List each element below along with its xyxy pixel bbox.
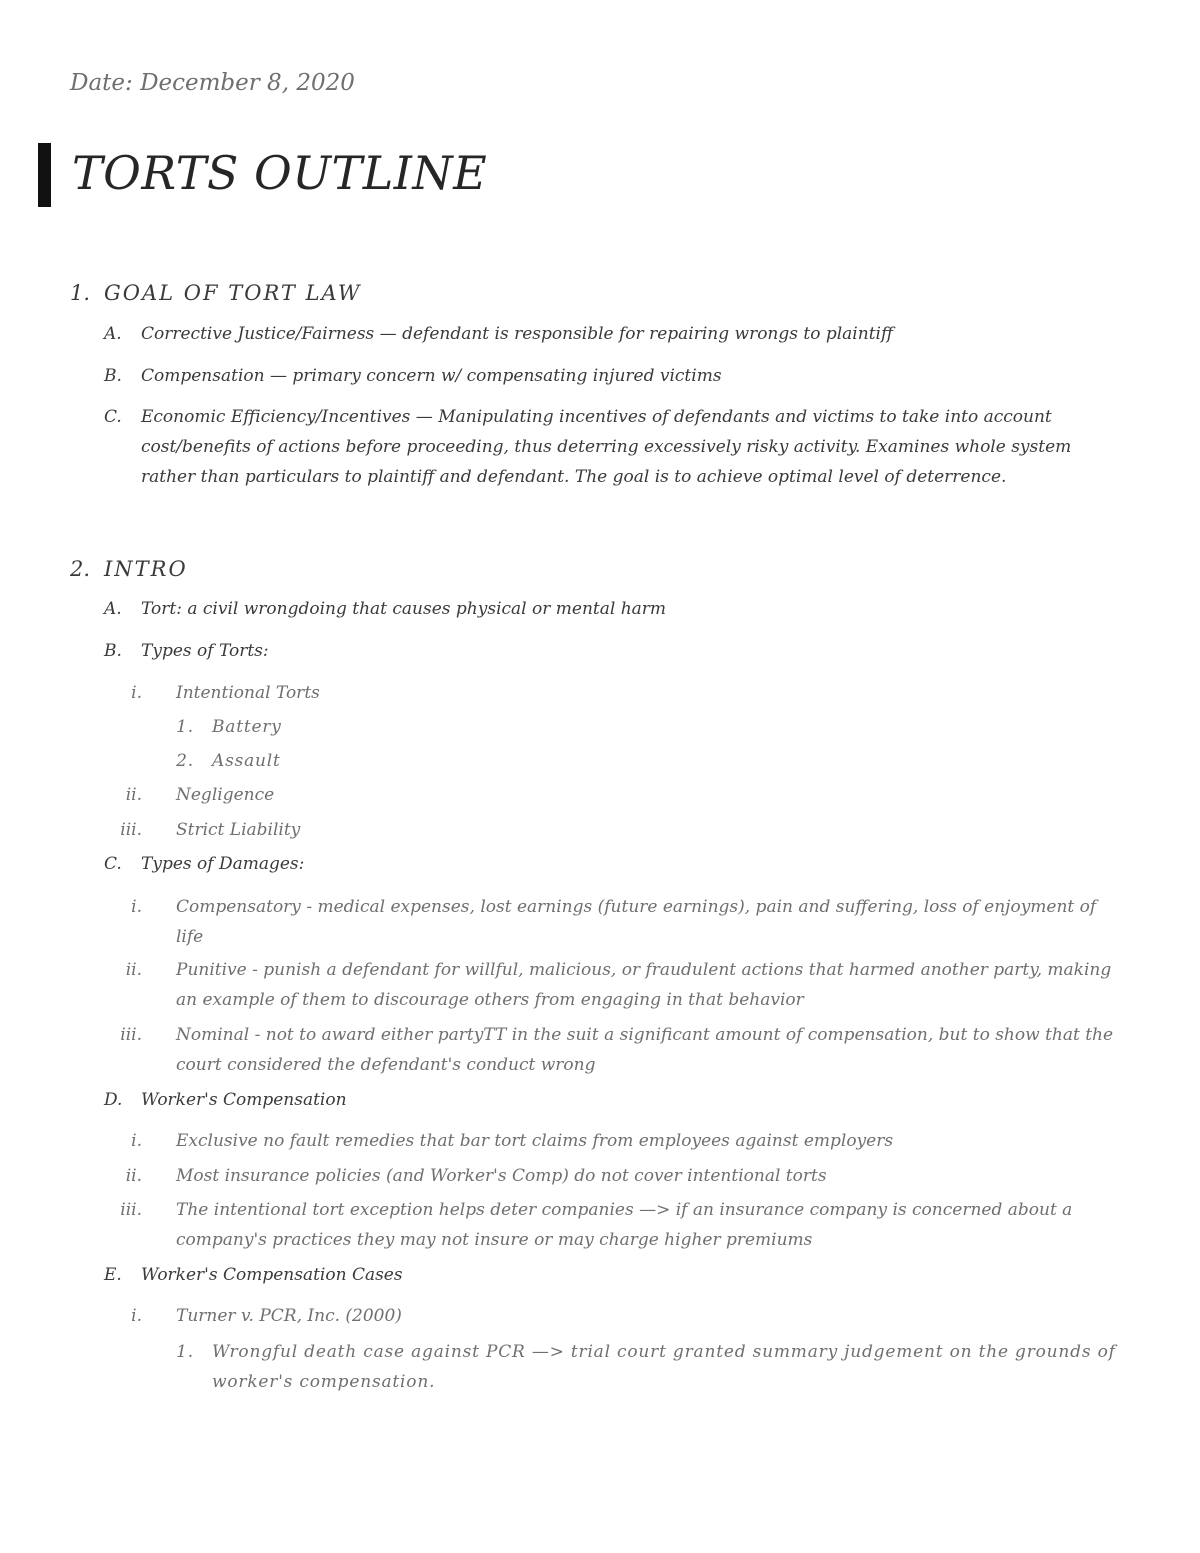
list-label: D. (104, 1090, 123, 1110)
sub-list-item (104, 892, 1124, 952)
sub-list-item (104, 1126, 1124, 1156)
sub-list-item (104, 955, 1124, 1015)
title-accent-bar (38, 143, 51, 207)
document-date: Date: December 8, 2020 (70, 70, 355, 96)
list-label: i. (131, 683, 142, 703)
list-item-b (104, 361, 1124, 391)
list-text: Types of Damages: (141, 854, 305, 874)
section-number: 1. (70, 281, 91, 305)
sub-sub-list-item (170, 1337, 1130, 1397)
sub-list-item (104, 1020, 1124, 1080)
sub-list-item (104, 1301, 1124, 1331)
list-label: iii. (120, 820, 142, 840)
list-text: Wrongful death case against PCR —> trial court granted summary judgement on the grounds of worker's compensation. (212, 1342, 1116, 1392)
list-label: ii. (125, 785, 142, 805)
sub-list-item (104, 1195, 1124, 1255)
list-text: Tort: a civil wrongdoing that causes physical or mental harm (141, 599, 667, 619)
sub-list-item (104, 678, 1124, 708)
list-label: C. (104, 854, 122, 874)
list-text: Punitive - punish a defendant for willful, malicious, or fraudulent actions that harmed another party, making an example of them to discourage others from engaging in that behavior (176, 960, 1112, 1010)
list-text: Intentional Torts (176, 683, 320, 703)
list-text: Compensatory - medical expenses, lost earnings (future earnings), pain and suffering, loss of enjoyment of life (176, 897, 1097, 947)
list-label: A. (104, 599, 122, 619)
list-label: E. (104, 1265, 122, 1285)
section-title: GOAL OF TORT LAW (104, 281, 362, 305)
section-number: 2. (70, 557, 91, 581)
list-item-a (104, 594, 1124, 624)
section-heading-intro (70, 557, 188, 581)
list-label: C. (104, 407, 122, 427)
list-label: ii. (125, 1166, 142, 1186)
list-text: Battery (212, 717, 282, 737)
sub-sub-list-item (170, 746, 1130, 776)
list-text: Economic Efficiency/Incentives — Manipulating incentives of defendants and victims to take into account cost/benefits of actions before proceeding, thus deterring excessively risky activity. Examines whole system rather than particulars to plaintiff and defendant. The goal is to achieve optimal level of deterrence. (141, 407, 1072, 487)
list-text: Most insurance policies (and Worker's Comp) do not cover intentional torts (176, 1166, 827, 1186)
list-label: i. (131, 1131, 142, 1151)
list-item-c (104, 402, 1124, 492)
list-label: 2. (176, 751, 194, 771)
list-item-d (104, 1085, 1124, 1115)
list-label: B. (104, 366, 122, 386)
list-text: Worker's Compensation (141, 1090, 347, 1110)
list-text: Exclusive no fault remedies that bar tort claims from employees against employers (176, 1131, 894, 1151)
list-label: 1. (176, 717, 194, 737)
list-text: Turner v. PCR, Inc. (2000) (176, 1306, 402, 1326)
list-label: iii. (120, 1200, 142, 1220)
list-item-c (104, 849, 1124, 879)
section-heading-goal (70, 281, 361, 305)
sub-list-item (104, 815, 1124, 845)
sub-sub-list-item (170, 712, 1130, 742)
section-title: INTRO (104, 557, 188, 581)
list-label: A. (104, 324, 122, 344)
list-label: i. (131, 897, 142, 917)
list-text: The intentional tort exception helps deter companies —> if an insurance company is concerned about a company's practices they may not insure or may charge higher premiums (176, 1200, 1073, 1250)
list-text: Compensation — primary concern w/ compensating injured victims (141, 366, 722, 386)
list-text: Worker's Compensation Cases (141, 1265, 403, 1285)
list-label: iii. (120, 1025, 142, 1045)
list-text: Assault (212, 751, 281, 771)
list-label: i. (131, 1306, 142, 1326)
list-text: Nominal - not to award either partyTT in the suit a significant amount of compensation, but to show that the court considered the defendant's conduct wrong (176, 1025, 1114, 1075)
sub-list-item (104, 780, 1124, 810)
document-title: TORTS OUTLINE (72, 146, 488, 200)
list-item-e (104, 1260, 1124, 1290)
list-text: Corrective Justice/Fairness — defendant is responsible for repairing wrongs to plaintiff (141, 324, 894, 344)
list-item-a (104, 319, 1124, 349)
list-item-b (104, 636, 1124, 666)
list-label: B. (104, 641, 122, 661)
list-label: ii. (125, 960, 142, 980)
list-text: Negligence (176, 785, 275, 805)
list-label: 1. (176, 1342, 194, 1362)
sub-list-item (104, 1161, 1124, 1191)
list-text: Strict Liability (176, 820, 301, 840)
list-text: Types of Torts: (141, 641, 269, 661)
